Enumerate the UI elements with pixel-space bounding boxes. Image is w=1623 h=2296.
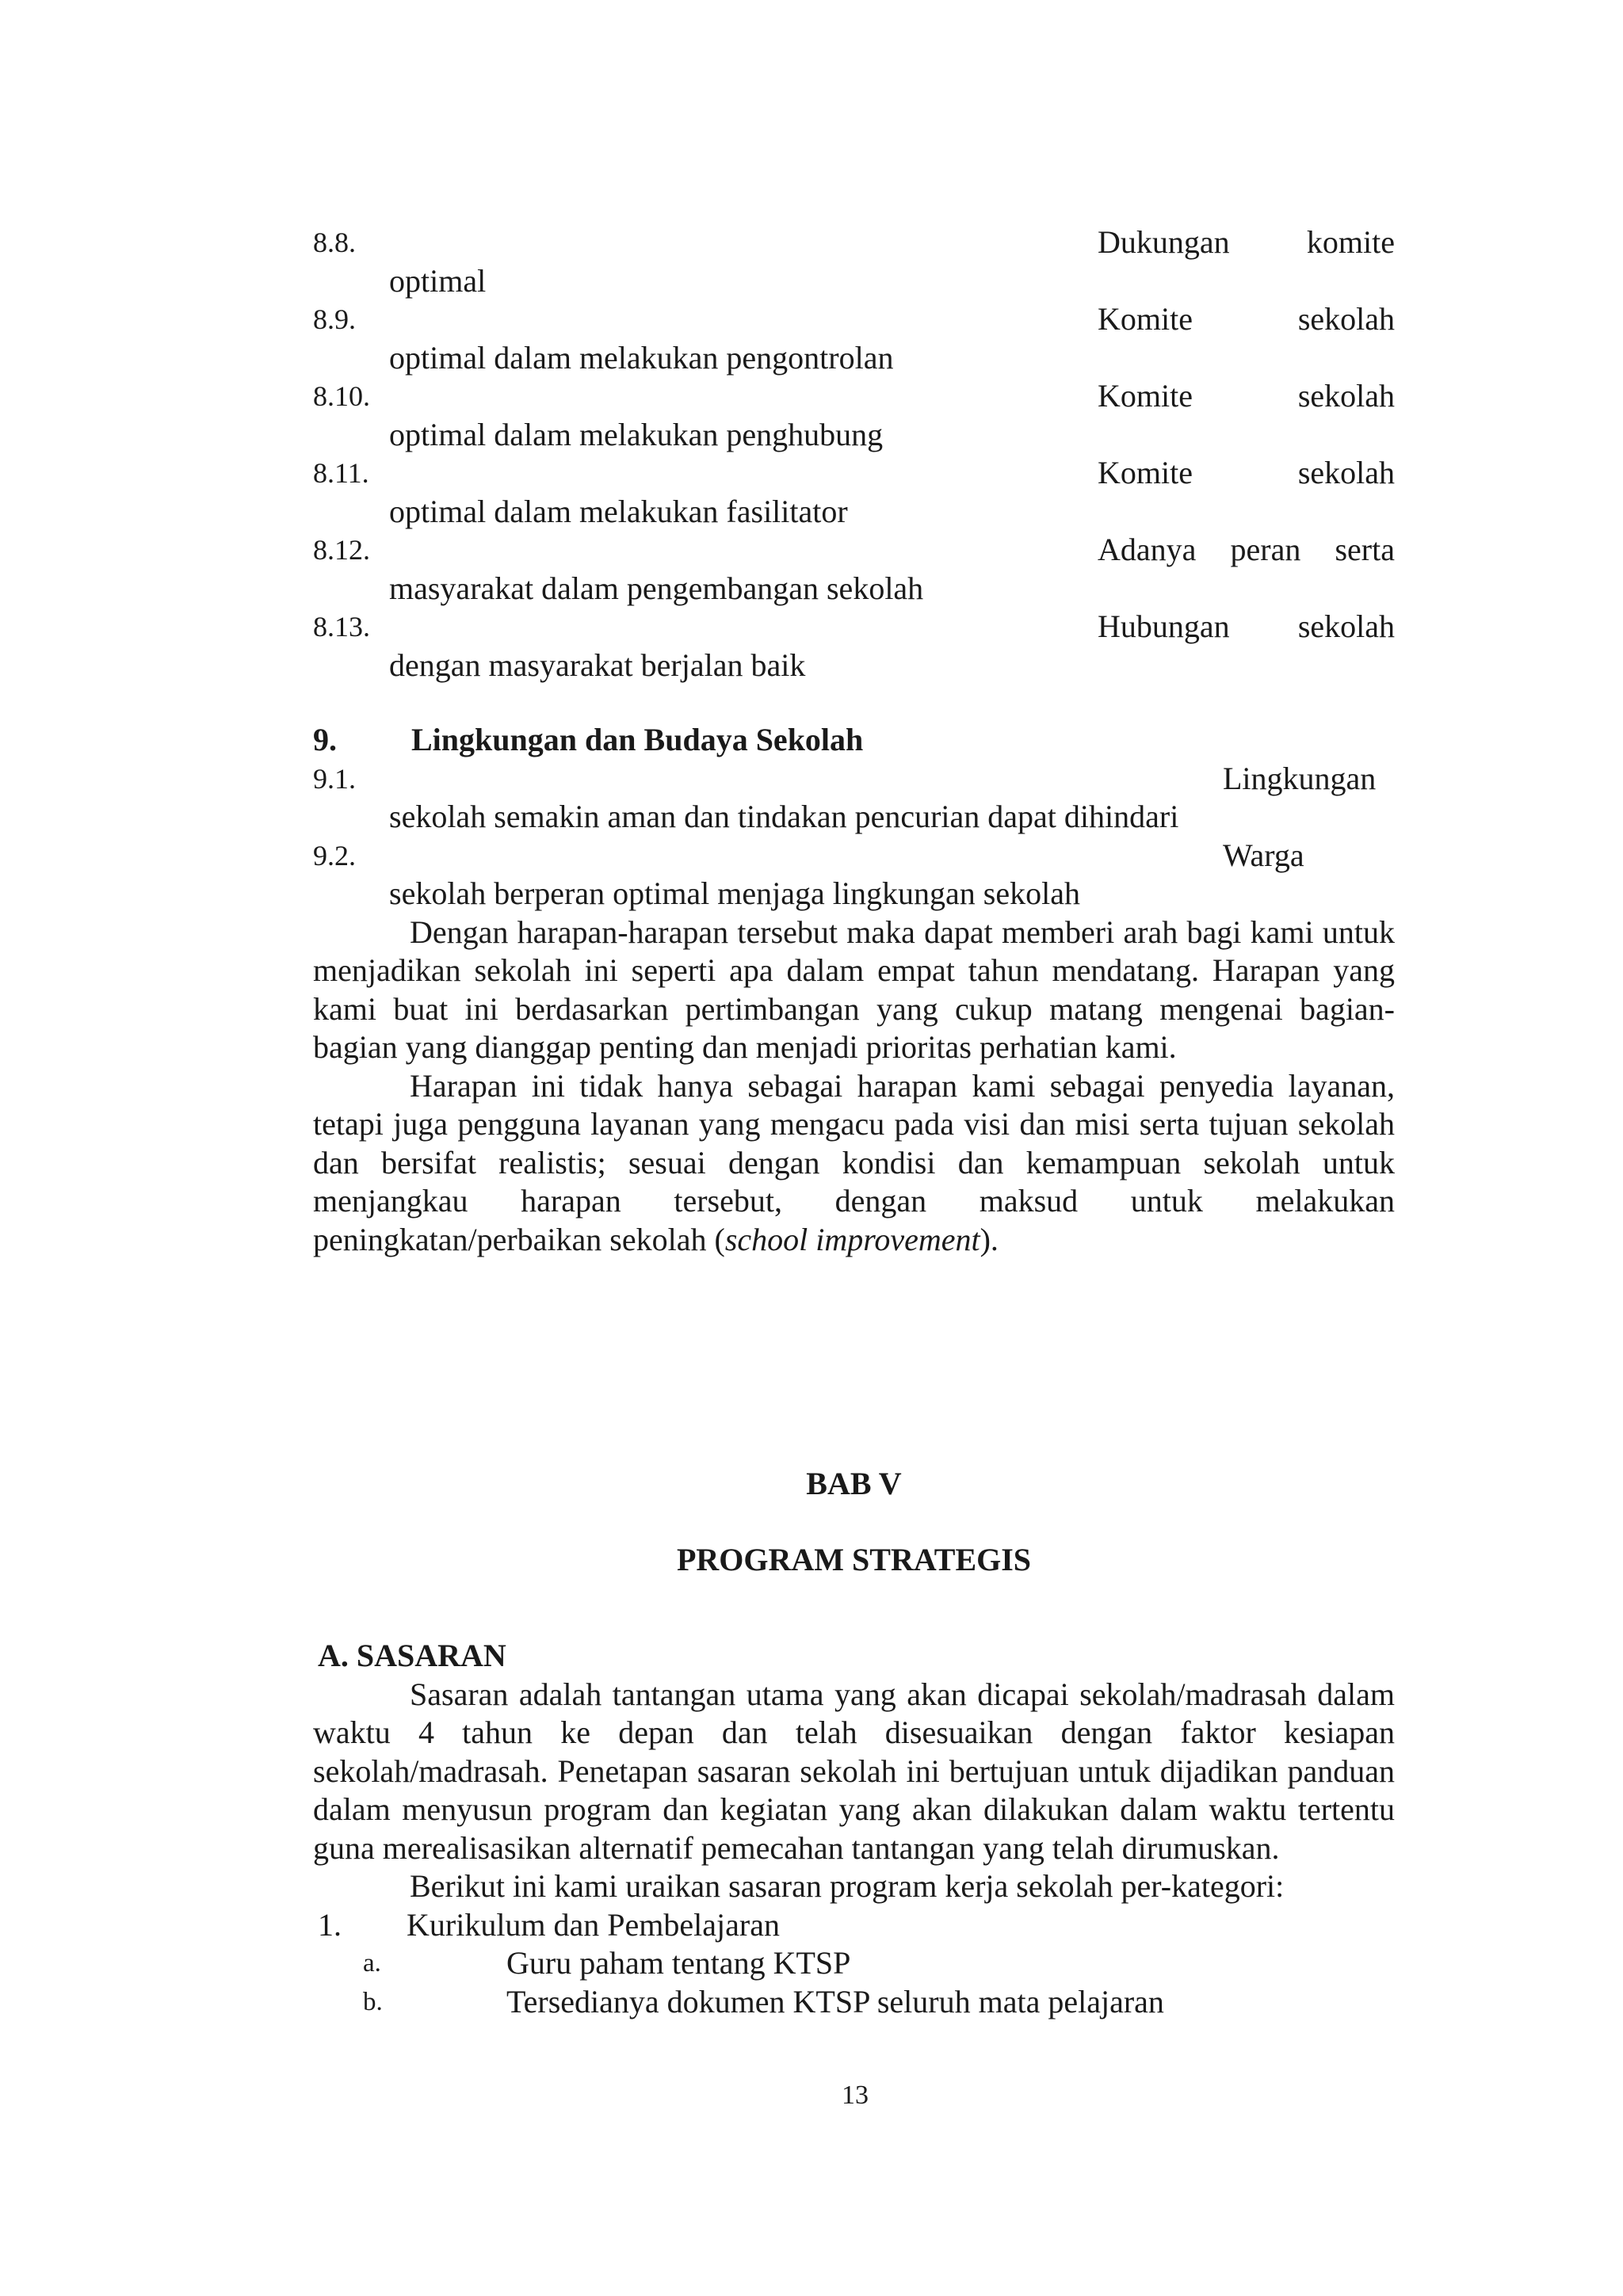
paragraph-harapan-2 [313,1067,1395,1260]
item-word: Warga [1223,837,1304,873]
list-item-9-2 [313,837,1395,875]
item-continuation: optimal [389,262,487,299]
paragraph-text: Berikut ini kami uraikan sasaran program kerja sekolah per-kategori: [410,1868,1285,1904]
item-word: Komite [1098,301,1193,337]
paragraph-text: Sasaran adalah tantangan utama yang akan dicapai sekolah/madrasah dalam waktu 4 tahun ke depan dan telah disesuaikan dengan faktor kesiapan sekolah/madrasah. Penetapan sasaran sekolah ini bertujuan untuk dijadikan panduan dalam menyusun program dan kegiatan yang akan dilakukan dalam waktu tertentu guna merealisasikan alternatif pemecahan tantangan yang telah dirumuskan. [313,1676,1395,1866]
item-word: Komite [1098,378,1193,414]
section-heading: A. SASARAN [318,1638,506,1673]
item-word: sekolah [1297,301,1395,337]
item-word: Komite [1098,455,1193,490]
sub-item-letter: a. [363,1949,381,1978]
item-number: 8.13. [313,611,370,643]
item-continuation: optimal dalam melakukan fasilitator [389,493,848,529]
section-sasaran [313,1637,1395,2021]
item-continuation: masyarakat dalam pengembangan sekolah [389,570,924,606]
list-number: 1. [318,1906,342,1943]
page-number: 13 [842,2081,869,2110]
section-number: 9. [313,722,337,757]
item-word: Lingkungan [1223,760,1377,796]
item-word: sekolah [1297,378,1395,414]
section-8-list [313,223,1395,1259]
item-word: Hubungan [1098,608,1230,644]
paragraph-end: ). [980,1221,999,1257]
section-9-heading [313,721,1395,760]
item-word: sekolah [1297,455,1395,490]
list-item-8-10 [313,377,1395,416]
list-title: Kurikulum dan Pembelajaran [407,1906,780,1943]
item-number: 9.2. [313,839,356,871]
list-item-1 [313,1906,1395,1945]
item-continuation: optimal dalam melakukan pengontrolan [389,339,894,376]
sub-item-text: Tersedianya dokumen KTSP seluruh mata pelajaran [506,1983,1164,2019]
list-item-9-1 [313,760,1395,799]
item-number: 9.1. [313,762,356,795]
list-item-8-13 [313,608,1395,646]
paragraph-text: Harapan ini tidak hanya sebagai harapan kami sebagai penyedia layanan, tetapi juga pengguna layanan yang mengacu pada visi dan misi serta tujuan sekolah dan bersifat realistis; sesuai dengan kondisi dan kemampuan sekolah untuk menjangkau harapan tersebut, dengan maksud untuk melakukan peningkatan/perbaikan sekolah ( [313,1067,1395,1257]
item-word: komite [1306,224,1395,260]
paragraph-sasaran-1 [313,1676,1395,1868]
item-word: serta [1335,532,1395,567]
section-title: Lingkungan dan Budaya Sekolah [411,722,864,757]
sub-item-b [313,1983,1395,2022]
item-continuation: sekolah semakin aman dan tindakan pencurian dapat dihindari [389,799,1179,834]
paragraph-text: Dengan harapan-harapan tersebut maka dapat memberi arah bagi kami untuk menjadikan sekolah ini seperti apa dalam empat tahun mendatang. Harapan yang kami buat ini berdasarkan pertimbangan yang cukup matang mengenai bagian-bagian yang dianggap penting dan menjadi prioritas perhatian kami. [313,913,1395,1065]
item-number: 8.11. [313,457,369,489]
item-continuation: optimal dalam melakukan penghubung [389,416,884,452]
sub-item-letter: b. [363,1987,383,2016]
paragraph-harapan-1 [313,913,1395,1067]
item-word: sekolah [1297,608,1395,644]
item-number: 8.8. [313,227,356,258]
sub-item-a [313,1944,1395,1983]
item-word: Adanya [1098,532,1197,567]
list-item-8-11 [313,454,1395,493]
item-number: 8.12. [313,534,370,566]
item-number: 8.10. [313,380,370,412]
item-word: peran [1230,532,1301,567]
item-continuation: dengan masyarakat berjalan baik [389,646,806,683]
item-continuation: sekolah berperan optimal menjaga lingkungan sekolah [389,875,1080,911]
list-item-8-9 [313,300,1395,339]
list-item-8-12 [313,531,1395,570]
item-word: Dukungan [1098,224,1230,260]
chapter-subtitle: PROGRAM STRATEGIS [676,1542,1032,1577]
item-number: 8.9. [313,303,356,335]
paragraph-sasaran-2 [313,1867,1395,1906]
sub-item-text: Guru paham tentang KTSP [506,1945,851,1981]
chapter-title: BAB V [806,1466,902,1501]
italic-term: school improvement [724,1221,980,1257]
list-item-8-8 [313,223,1395,262]
